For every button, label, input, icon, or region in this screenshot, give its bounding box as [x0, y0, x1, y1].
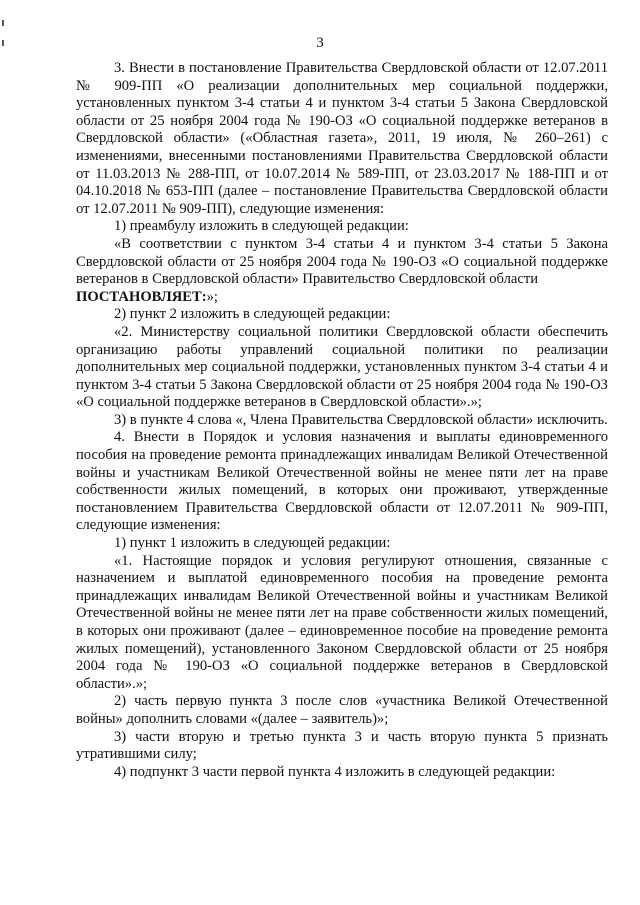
resolution-line	[76, 289, 608, 307]
paragraph-subitem-4-3: 3) части вторую и третью пункта 3 и часть вторую пункта 5 признать утратившими силу;	[76, 728, 608, 763]
paragraph-subitem-4-4: 4) подпункт 3 части первой пункта 4 изложить в следующей редакции:	[114, 763, 556, 780]
document-body	[76, 60, 608, 781]
paragraph-subitem-1: 1) преамбулу изложить в следующей редакции:	[114, 218, 409, 235]
paragraph-preamble-text: «В соответствии с пунктом 3-4 статьи 4 и пунктом 3-4 статьи 5 Закона Свердловской области от 25 ноября 2004 года № 190-ОЗ «О социальной поддержке ветеранов в Свердловской области» Правительство Свердловской области	[76, 235, 608, 288]
paragraph-subitem-3: 3) в пункте 4 слова «, Члена Правительства Свердловской области» исключить.	[114, 411, 608, 428]
left-margin-mark	[2, 20, 4, 26]
paragraph-item-1-text: «1. Настоящие порядок и условия регулируют отношения, связанные с назначением и выплатой единовременного пособия на проведение ремонта принадлежащих инвалидам Великой Отечественной войны и участникам Великой Отечественной войны не менее пяти лет на праве собственности жилых помещений, в которых они проживают (далее – единовременное пособие на проведение ремонта жилых помещений), установленного Законом Свердловской области от 25 ноября 2004 года № 190-ОЗ «О социальной поддержке ветеранов в Свердловской области».»;	[76, 552, 608, 692]
paragraph-subitem-4-1: 1) пункт 1 изложить в следующей редакции:	[114, 535, 391, 552]
paragraph-subitem-2: 2) пункт 2 изложить в следующей редакции:	[114, 306, 391, 323]
page-number: 3	[316, 35, 324, 51]
paragraph-item-4: 4. Внести в Порядок и условия назначения и выплаты единовременного пособия на проведение ремонта принадлежащих инвалидам Великой Отечественной войны и участникам Великой Отечественной войны не менее пяти лет на праве собственности жилых помещений, в которых они проживают, утвержденные постановлением Правительства Свердловской области от 12.07.2011 № 909-ПП, следующие изменения:	[76, 429, 608, 534]
resolution-suffix: »;	[206, 288, 218, 305]
resolution-word: ПОСТАНОВЛЯЕТ:	[76, 288, 207, 305]
paragraph-subitem-4-2: 2) часть первую пункта 3 после слов «участника Великой Отечественной войны» дополнить словами «(далее – заявитель)»;	[76, 693, 608, 727]
paragraph-item-2-text: «2. Министерству социальной политики Свердловской области обеспечить организацию работы управлений социальной политики по реализации дополнительных мер социальной поддержки, установленных пунктом 3-4 статьи 4 и пунктом 3-4 статьи 5 Закона Свердловской области от 25 ноября 2004 года № 190-ОЗ «О социальной поддержке ветеранов в Свердловской области».»;	[76, 323, 608, 411]
paragraph-item-3: 3. Внести в постановление Правительства Свердловской области от 12.07.2011 № 909-ПП «О реализации дополнительных мер социальной поддержки, установленных пунктом 3-4 статьи 4 и пунктом 3-4 статьи 5 Закона Свердловской области от 25 ноября 2004 года № 190-ОЗ «О социальной поддержке ветеранов в Свердловской области» («Областная газета», 2011, 19 июля, № 260–261) с изменениями, внесенными постановлениями Правительства Свердловской области от 11.03.2013 № 288-ПП, от 10.07.2014 № 589-ПП, от 23.03.2017 № 188-ПП и от 04.10.2018 № 653-ПП (далее – постановление Правительства Свердловской области от 12.07.2011 № 909-ПП), следующие изменения:	[76, 60, 608, 217]
